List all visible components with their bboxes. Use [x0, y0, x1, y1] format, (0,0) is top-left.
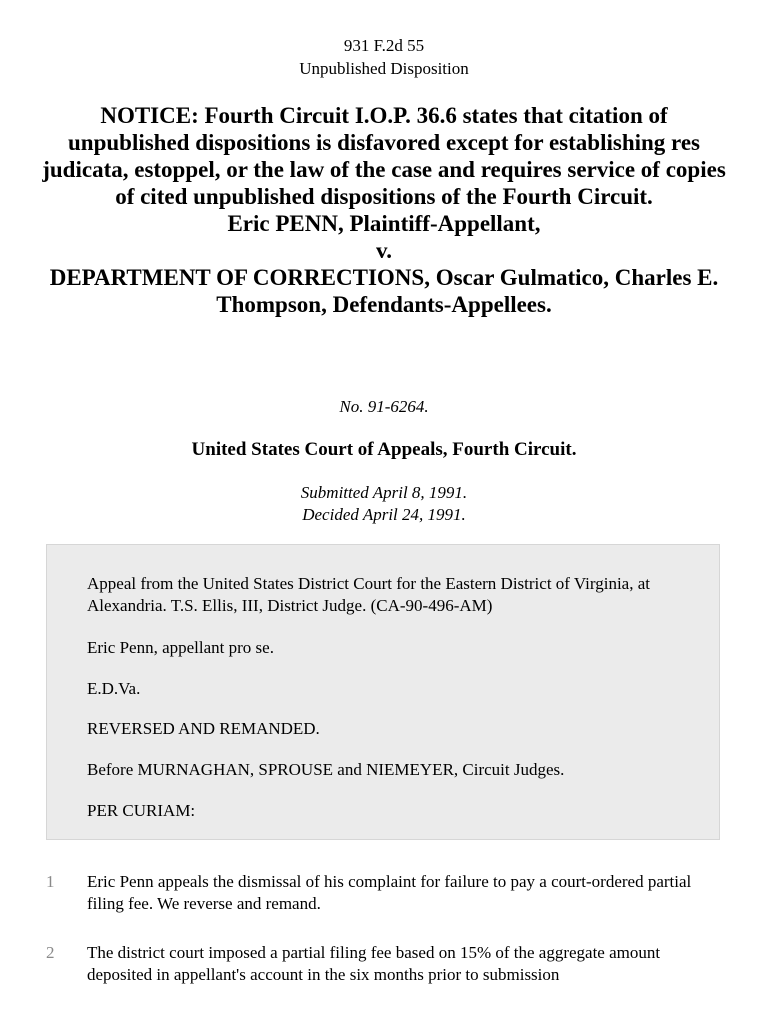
notice-text: NOTICE: Fourth Circuit I.O.P. 36.6 states that citation of unpublished dispositions is disfavored except for establishing res judicata, estoppel, or the law of the case and requires service of copies of cited unpublished dispositions of the Fourth Circuit.	[42, 103, 726, 209]
case-summary-panel	[46, 544, 720, 840]
case-header	[0, 34, 768, 80]
case-title	[40, 102, 728, 318]
disposition-label: Unpublished Disposition	[299, 59, 469, 78]
defendants-line-2: Thompson, Defendants-Appellees.	[216, 292, 552, 317]
submitted-date: Submitted April 8, 1991.	[300, 483, 468, 502]
case-dates	[0, 482, 768, 526]
defendants-line-1: DEPARTMENT OF CORRECTIONS, Oscar Gulmatico, Charles E.	[49, 265, 719, 290]
case-citation: 931 F.2d 55	[343, 36, 425, 55]
paragraph-text: The district court imposed a partial filing fee based on 15% of the aggregate amount deposited in appellant's account in the six months prior to submission	[87, 943, 661, 984]
paragraph-number: 2	[46, 943, 55, 962]
result-line: REVERSED AND REMANDED.	[87, 719, 320, 738]
counsel-line: Eric Penn, appellant pro se.	[87, 638, 274, 657]
versus-line: v.	[376, 238, 392, 263]
decided-date: Decided April 24, 1991.	[302, 505, 466, 524]
plaintiff-line: Eric PENN, Plaintiff-Appellant,	[227, 211, 541, 236]
docket-number: No. 91-6264.	[339, 397, 429, 416]
judges-line: Before MURNAGHAN, SPROUSE and NIEMEYER, Circuit Judges.	[87, 760, 565, 779]
paragraph-text: Eric Penn appeals the dismissal of his complaint for failure to pay a court-ordered partial filing fee. We reverse and remand.	[87, 872, 692, 913]
per-curiam-line: PER CURIAM:	[87, 801, 196, 820]
court-name: United States Court of Appeals, Fourth Circuit.	[191, 439, 577, 460]
appeal-statement: Appeal from the United States District Court for the Eastern District of Virginia, at Alexandria. T.S. Ellis, III, District Judge. (CA-90-496-AM)	[87, 574, 651, 615]
paragraph-number: 1	[46, 872, 55, 891]
district-line: E.D.Va.	[87, 679, 141, 698]
